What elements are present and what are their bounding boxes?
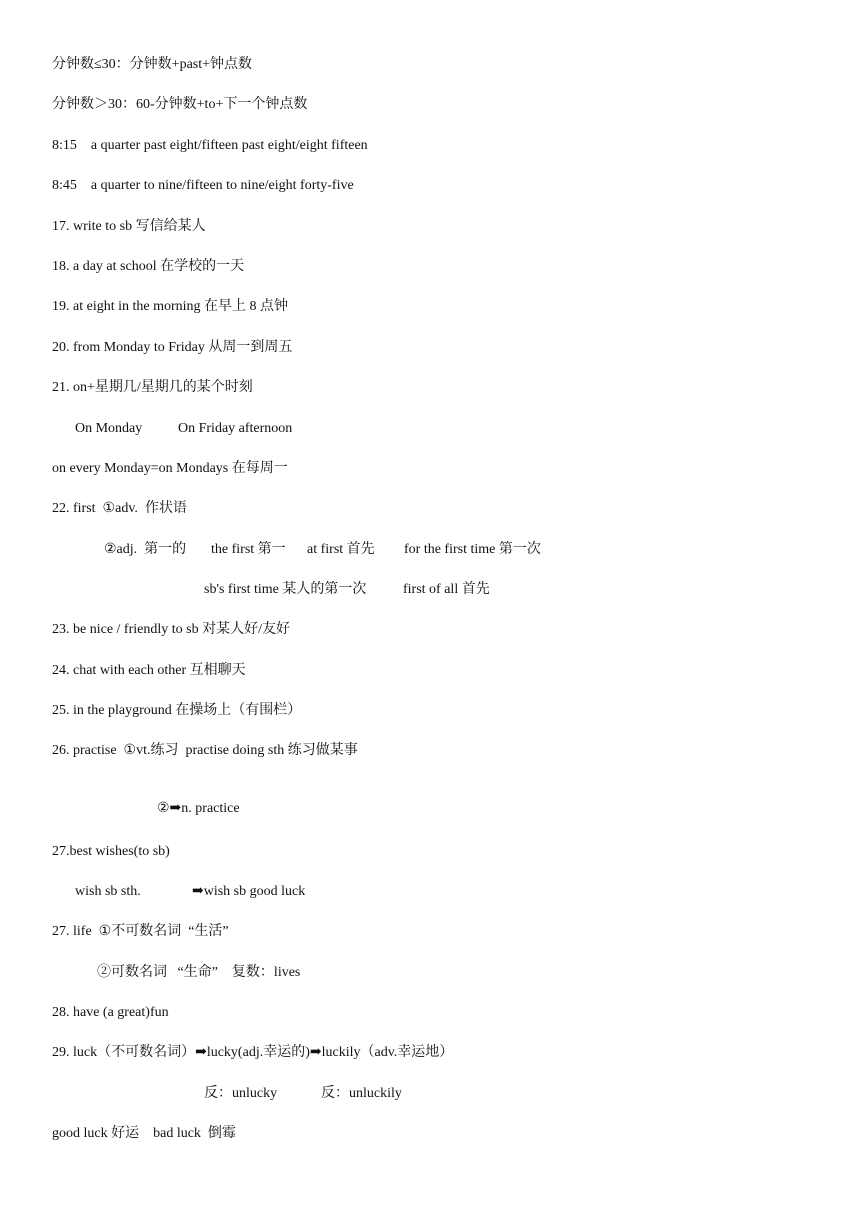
item-18: 18. a day at school 在学校的一天: [52, 259, 245, 274]
item-29-antonyms: [0, 1085, 860, 1103]
example-on-friday-afternoon: On Friday afternoon: [178, 421, 293, 436]
item-21-examples: [0, 420, 860, 438]
example-8-15: 8:15 a quarter past eight/fifteen past eight/eight fifteen: [52, 138, 368, 153]
item-22-adj-row-2: [0, 581, 860, 599]
phrase-the-first: the first 第一: [211, 542, 286, 557]
item-29: 29. luck（不可数名词）➡lucky(adj.幸运的)➡luckily（adv.幸运地）: [52, 1045, 454, 1060]
item-26-noun: ②➡n. practice: [157, 801, 240, 816]
item-27-life: 27. life ①不可数名词 “生活”: [52, 924, 229, 939]
item-21: 21. on+星期几/星期几的某个时刻: [52, 380, 253, 395]
item-23: 23. be nice / friendly to sb 对某人好/友好: [52, 622, 290, 637]
antonym-unluckily: 反：unluckily: [321, 1086, 402, 1101]
phrase-wish-sb-good-luck: ➡wish sb good luck: [192, 884, 306, 899]
antonym-unlucky: 反：unlucky: [204, 1086, 278, 1101]
rule-minutes-gt-30: 分钟数＞30：60-分钟数+to+下一个钟点数: [52, 97, 308, 112]
item-25: 25. in the playground 在操场上（有围栏）: [52, 703, 302, 718]
phrase-for-the-first-time: for the first time 第一次: [404, 542, 541, 557]
item-27-life-countable: ②可数名词 “生命” 复数：lives: [97, 965, 301, 980]
phrase-first-of-all: first of all 首先: [403, 582, 490, 597]
phrase-at-first: at first 首先: [307, 542, 375, 557]
item-20: 20. from Monday to Friday 从周一到周五: [52, 340, 293, 355]
phrase-wish-sb-sth: wish sb sth.: [75, 884, 141, 899]
rule-minutes-le-30: 分钟数≤30：分钟数+past+钟点数: [52, 57, 253, 72]
first-adj-label: ②adj. 第一的: [104, 542, 187, 557]
item-22: 22. first ①adv. 作状语: [52, 501, 187, 516]
item-22-adj-row: [0, 541, 860, 559]
item-24: 24. chat with each other 互相聊天: [52, 663, 246, 678]
item-29-good-bad-luck: good luck 好运 bad luck 倒霉: [52, 1126, 236, 1141]
item-19: 19. at eight in the morning 在早上 8 点钟: [52, 299, 289, 314]
item-27-best-wishes: 27.best wishes(to sb): [52, 844, 170, 859]
item-21-every-monday: on every Monday=on Mondays 在每周一: [52, 461, 288, 476]
phrase-sbs-first-time: sb's first time 某人的第一次: [204, 582, 367, 597]
example-on-monday: On Monday: [75, 421, 143, 436]
item-27-wish-row: [0, 883, 860, 901]
item-26: 26. practise ①vt.练习 practise doing sth 练习做某事: [52, 743, 358, 758]
item-17: 17. write to sb 写信给某人: [52, 219, 206, 234]
example-8-45: 8:45 a quarter to nine/fifteen to nine/eight forty-five: [52, 178, 354, 193]
item-28: 28. have (a great)fun: [52, 1005, 169, 1020]
